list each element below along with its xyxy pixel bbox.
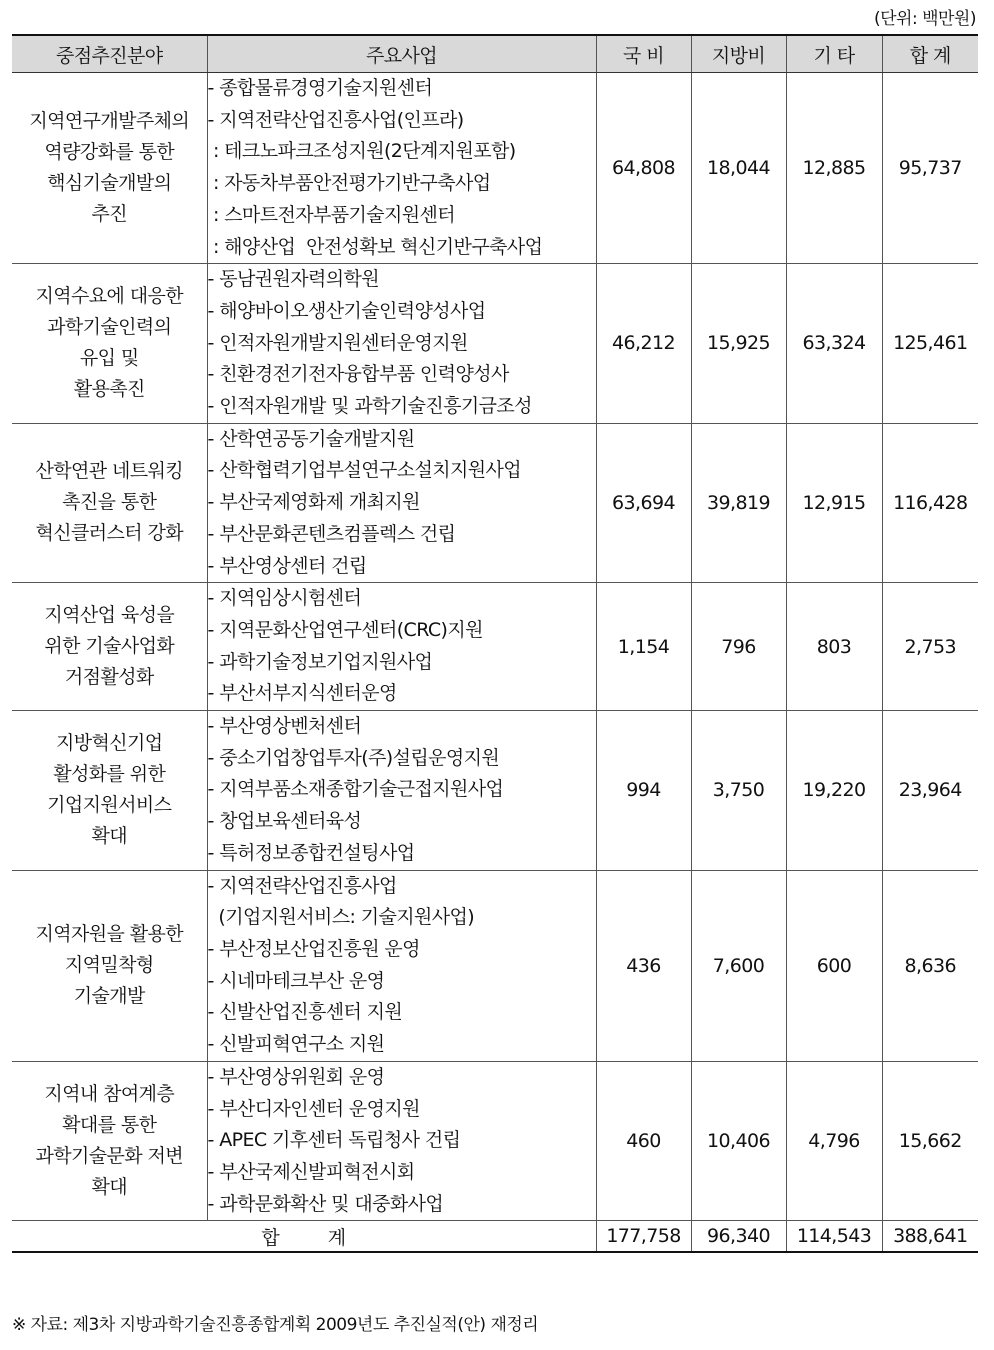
table-row xyxy=(12,711,978,871)
project-list xyxy=(208,711,596,870)
local-cell: 796 xyxy=(691,583,786,711)
grand-total-row xyxy=(12,1221,978,1253)
area-line: 기업지원서비스 xyxy=(47,794,172,817)
project-item: - 과학문화확산 및 대중화사업 xyxy=(207,1192,444,1215)
projects-cell xyxy=(207,423,596,583)
national-cell: 63,694 xyxy=(596,423,691,583)
area-line: 확대 xyxy=(91,825,127,848)
other-cell: 600 xyxy=(786,870,882,1061)
table-row xyxy=(12,264,978,424)
area-cell xyxy=(12,583,207,711)
area-line: 활용촉진 xyxy=(73,378,145,401)
project-item: - 부산정보산업진흥원 운영 xyxy=(207,937,420,960)
project-item: - 친환경전기전자융합부품 인력양성사 xyxy=(207,363,509,386)
project-list xyxy=(208,871,596,1061)
area-cell xyxy=(12,711,207,871)
other-cell: 4,796 xyxy=(786,1061,882,1221)
area-line: 지역산업 육성을 xyxy=(44,604,175,627)
area-line: 추진 xyxy=(91,203,127,226)
other-cell: 803 xyxy=(786,583,882,711)
table-row xyxy=(12,423,978,583)
table-row xyxy=(12,1061,978,1221)
project-item: : 스마트전자부품기술지원센터 xyxy=(207,203,455,226)
source-note: ※ 자료: 제3차 지방과학기술진흥종합계획 2009년도 추진실적(안) 재정리 xyxy=(12,1315,539,1335)
project-item: - 부산문화콘텐츠컴플렉스 건립 xyxy=(207,522,456,545)
area-cell xyxy=(12,264,207,424)
header-row xyxy=(12,35,978,73)
project-item: - APEC 기후센터 독립청사 건립 xyxy=(207,1129,461,1152)
header-local: 지방비 xyxy=(691,35,786,73)
project-item: - 지역부품소재종합기술근접지원사업 xyxy=(207,778,504,801)
project-item: - 시네마테크부산 운영 xyxy=(207,969,385,992)
area-cell xyxy=(12,870,207,1061)
area-line: 혁신클러스터 강화 xyxy=(35,522,183,545)
project-item: - 인적자원개발 및 과학기술진흥기금조성 xyxy=(207,395,532,418)
table-row xyxy=(12,583,978,711)
project-item: - 부산서부지식센터운영 xyxy=(207,682,397,705)
row-total-cell: 95,737 xyxy=(882,73,978,264)
other-cell: 12,885 xyxy=(786,73,882,264)
table-row xyxy=(12,73,978,264)
other-cell: 63,324 xyxy=(786,264,882,424)
area-line: 유입 및 xyxy=(79,347,139,370)
project-item: - 해양바이오생산기술인력양성사업 xyxy=(207,299,486,322)
project-item: : 해양산업 안전성확보 혁신기반구축사업 xyxy=(207,235,543,258)
project-item: - 산학연공동기술개발지원 xyxy=(207,427,415,450)
project-item: - 지역전략산업진흥사업(인프라) xyxy=(207,108,464,131)
area-line: 확대를 통한 xyxy=(62,1114,157,1137)
area-line: 확대 xyxy=(91,1176,127,1199)
project-item: - 특허정보종합컨설팅사업 xyxy=(207,841,415,864)
table-body xyxy=(12,73,978,1221)
project-list xyxy=(208,73,596,263)
local-cell: 18,044 xyxy=(691,73,786,264)
area-line: 촉진을 통한 xyxy=(62,491,157,514)
project-item: - 부산영상벤처센터 xyxy=(207,715,362,738)
area-line: 지역밀착형 xyxy=(64,954,154,977)
area-line: 과학기술문화 저변 xyxy=(35,1145,183,1168)
area-line: 지역연구개발주체의 xyxy=(29,110,190,133)
national-cell: 46,212 xyxy=(596,264,691,424)
project-item: - 부산영상센터 건립 xyxy=(207,554,367,577)
national-cell: 64,808 xyxy=(596,73,691,264)
area-line: 핵심기술개발의 xyxy=(47,172,172,195)
row-total-cell: 23,964 xyxy=(882,711,978,871)
projects-cell xyxy=(207,870,596,1061)
local-cell: 7,600 xyxy=(691,870,786,1061)
national-cell: 1,154 xyxy=(596,583,691,711)
area-line: 지역내 참여계층 xyxy=(44,1083,175,1106)
project-item: - 신발산업진흥센터 지원 xyxy=(207,1001,403,1024)
header-national: 국 비 xyxy=(596,35,691,73)
header-other: 기 타 xyxy=(786,35,882,73)
project-item: : 테크노파크조성지원(2단계지원포함) xyxy=(207,140,516,163)
project-list xyxy=(208,424,596,583)
local-cell: 10,406 xyxy=(691,1061,786,1221)
project-item: - 종합물류경영기술지원센터 xyxy=(207,77,433,99)
area-cell xyxy=(12,1061,207,1221)
project-item: - 부산국제신발피혁전시회 xyxy=(207,1160,415,1183)
project-item: - 창업보육센터육성 xyxy=(207,810,362,833)
header-total: 합 계 xyxy=(882,35,978,73)
area-line: 지방혁신기업 xyxy=(55,732,163,755)
project-item: - 지역문화산업연구센터(CRC)지원 xyxy=(207,618,483,641)
header-projects: 주요사업 xyxy=(207,35,596,73)
area-line: 역량강화를 통한 xyxy=(44,141,175,164)
unit-note: (단위: 백만원) xyxy=(873,9,976,29)
budget-table xyxy=(12,34,978,1253)
area-line: 지역수요에 대응한 xyxy=(35,285,183,308)
area-line: 과학기술인력의 xyxy=(47,316,172,339)
grand-total-other: 114,543 xyxy=(786,1221,882,1253)
project-item: - 동남권원자력의학원 xyxy=(207,268,379,291)
project-item: - 과학기술정보기업지원사업 xyxy=(207,650,433,673)
row-total-cell: 116,428 xyxy=(882,423,978,583)
area-line: 지역자원을 활용한 xyxy=(35,923,183,946)
row-total-cell: 2,753 xyxy=(882,583,978,711)
project-item: - 신발피혁연구소 지원 xyxy=(207,1033,385,1056)
local-cell: 39,819 xyxy=(691,423,786,583)
projects-cell xyxy=(207,583,596,711)
project-list xyxy=(208,264,596,423)
row-total-cell: 125,461 xyxy=(882,264,978,424)
area-line: 산학연관 네트워킹 xyxy=(35,460,183,483)
area-line: 거점활성화 xyxy=(64,666,154,689)
grand-total-national: 177,758 xyxy=(596,1221,691,1253)
project-item: - 인적자원개발지원센터운영지원 xyxy=(207,331,468,354)
national-cell: 460 xyxy=(596,1061,691,1221)
project-item: - 산학협력기업부설연구소설치지원사업 xyxy=(207,459,522,482)
area-line: 위한 기술사업화 xyxy=(44,635,175,658)
project-item: - 부산디자인센터 운영지원 xyxy=(207,1097,420,1120)
project-item: - 중소기업창업투자(주)설립운영지원 xyxy=(207,746,500,769)
project-list xyxy=(208,1062,596,1221)
project-list xyxy=(208,583,596,710)
project-item: - 부산영상위원회 운영 xyxy=(207,1065,385,1088)
local-cell: 3,750 xyxy=(691,711,786,871)
area-line: 활성화를 위한 xyxy=(53,763,166,786)
project-item: : 자동차부품안전평가기반구축사업 xyxy=(207,172,491,195)
grand-total-sum: 388,641 xyxy=(882,1221,978,1253)
other-cell: 19,220 xyxy=(786,711,882,871)
header-area: 중점추진분야 xyxy=(12,35,207,73)
area-line: 기술개발 xyxy=(73,985,145,1008)
row-total-cell: 15,662 xyxy=(882,1061,978,1221)
national-cell: 994 xyxy=(596,711,691,871)
project-item: (기업지원서비스: 기술지원사업) xyxy=(207,906,475,929)
project-item: - 부산국제영화제 개최지원 xyxy=(207,491,420,514)
projects-cell xyxy=(207,1061,596,1221)
area-cell xyxy=(12,423,207,583)
project-item: - 지역전략산업진흥사업 xyxy=(207,874,397,897)
other-cell: 12,915 xyxy=(786,423,882,583)
grand-total-local: 96,340 xyxy=(691,1221,786,1253)
national-cell: 436 xyxy=(596,870,691,1061)
row-total-cell: 8,636 xyxy=(882,870,978,1061)
table-row xyxy=(12,870,978,1061)
projects-cell xyxy=(207,711,596,871)
projects-cell xyxy=(207,264,596,424)
project-item: - 지역임상시험센터 xyxy=(207,587,362,610)
grand-total-label-text: 합계 xyxy=(261,1226,395,1249)
local-cell: 15,925 xyxy=(691,264,786,424)
area-cell xyxy=(12,73,207,264)
projects-cell xyxy=(207,73,596,264)
grand-total-label xyxy=(12,1221,596,1253)
